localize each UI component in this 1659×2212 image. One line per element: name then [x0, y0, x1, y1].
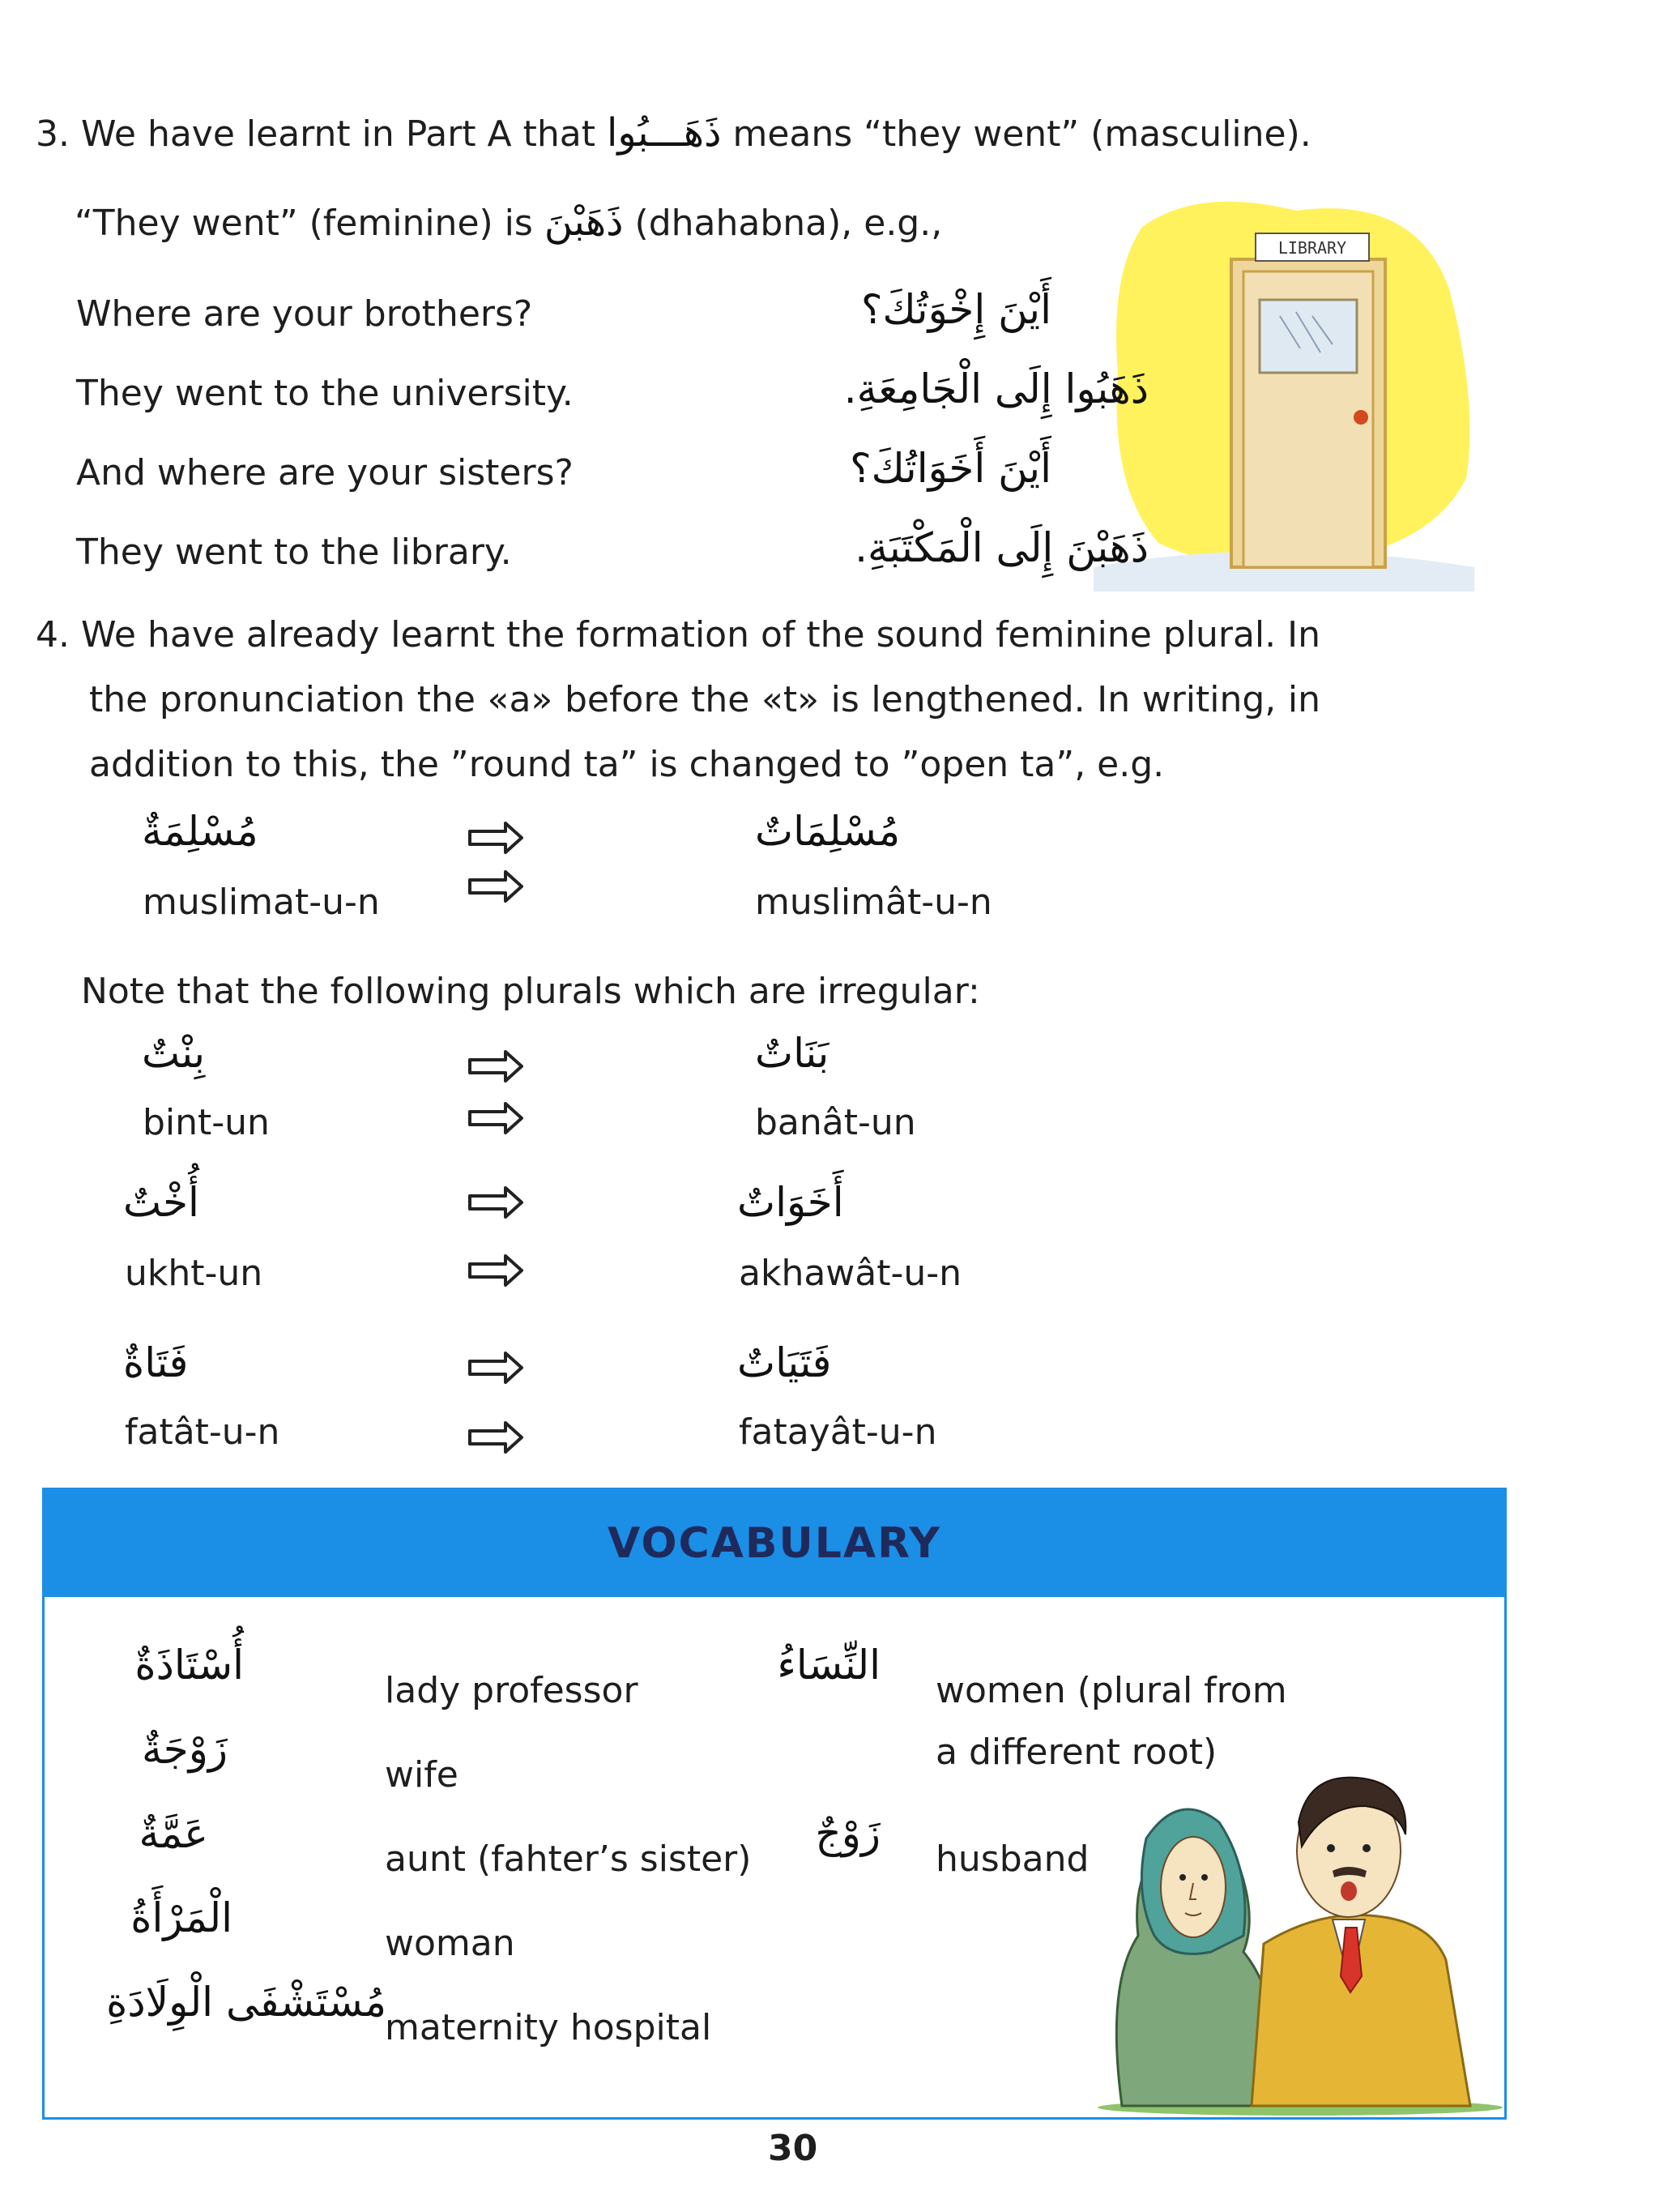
arrow-icon [467, 1048, 525, 1084]
vocab-en-2: wife [385, 1754, 458, 1796]
section3-line1-prefix: 3. We have learnt in Part A that [36, 113, 595, 155]
vocabulary-header [45, 1490, 1504, 1597]
arrow-icon [467, 1420, 525, 1455]
library-door-illustration [1094, 194, 1482, 591]
irregular-singular-tr-1: bint-un [143, 1102, 270, 1143]
vocab-en-right-2: husband [936, 1838, 1090, 1880]
section3-line2-prefix: “They went” (feminine) is [75, 203, 533, 244]
irregular-singular-ar-3: فَتَاةٌ [123, 1339, 189, 1386]
vocab-ar-right-2: زَوْجٌ [815, 1810, 881, 1857]
vocab-ar-1: أُسْتَاذَةٌ [134, 1642, 244, 1689]
vocab-ar-3: عَمَّةٌ [139, 1810, 208, 1857]
vocab-en-3: aunt (fahter’s sister) [385, 1838, 752, 1880]
section3-line1-arabic: ذَهَـــبُوا [606, 110, 722, 156]
example-ar-3: أَيْنَ أَخَوَاتُكَ؟ [850, 445, 1051, 492]
page-number: 30 [768, 2128, 818, 2169]
example-singular-ar: مُسْلِمَةٌ [142, 808, 258, 855]
example-en-2: They went to the university. [76, 373, 574, 414]
arrow-icon [467, 1100, 525, 1136]
vocab-en-right-1b: a different root) [936, 1732, 1218, 1773]
example-en-3: And where are your sisters? [76, 452, 574, 493]
irregular-plural-ar-3: فَتَيَاتٌ [737, 1339, 832, 1386]
arrow-icon [467, 1185, 525, 1220]
vocab-ar-5: مُسْتَشْفَى الْوِلَادَةِ [106, 1979, 386, 2026]
vocab-ar-right-1: النِّسَاءُ [777, 1642, 881, 1689]
example-plural-ar: مُسْلِمَاتٌ [755, 808, 901, 855]
library-sign: LIBRARY [1277, 238, 1347, 258]
vocab-en-5: maternity hospital [385, 2007, 712, 2048]
section3-line1 [36, 107, 1311, 159]
section3-line1-suffix: means “they went” (masculine). [732, 113, 1311, 155]
section3-line2-arabic: ذَهَبْنَ [544, 199, 624, 245]
arrow-icon [467, 869, 525, 904]
irregular-singular-tr-2: ukht-un [125, 1253, 263, 1294]
irregular-singular-ar-1: بِنْتٌ [142, 1030, 206, 1077]
arrow-icon [467, 1350, 525, 1386]
example-en-1: Where are your brothers? [76, 293, 533, 335]
example-ar-2: ذَهَبُوا إِلَى الْجَامِعَةِ. [843, 365, 1149, 412]
irregular-plural-ar-1: بَنَاتٌ [755, 1030, 830, 1077]
vocab-en-right-1a: women (plural from [936, 1670, 1287, 1711]
example-ar-1: أَيْنَ إِخْوَتُكَ؟ [861, 286, 1051, 333]
irregular-plural-tr-2: akhawât-u-n [739, 1253, 962, 1294]
couple-illustration [1090, 1774, 1511, 2118]
section3-line2 [75, 196, 942, 248]
arrow-icon [467, 820, 525, 856]
irregular-plural-tr-3: fatayât-u-n [739, 1411, 937, 1453]
example-en-4: They went to the library. [76, 532, 512, 573]
irregular-plural-ar-2: أَخَوَاتٌ [737, 1179, 844, 1226]
section3-line2-suffix: (dhahabna), e.g., [634, 203, 943, 244]
example-singular-tr: muslimat-u-n [143, 882, 380, 923]
vocab-en-1: lady professor [385, 1670, 638, 1711]
irregular-note: Note that the following plurals which are irregular: [81, 971, 980, 1012]
vocabulary-box [42, 1488, 1507, 2120]
vocabulary-title: VOCABULARY [607, 1519, 942, 1568]
section4-paragraph: 4. We have already learnt the formation of the sound feminine plural. In the pronunciation the «a» before the «t» is lengthened. In writing, in addition to this, the ”round ta” is changed to ”open ta”, e.g. [36, 614, 1320, 785]
vocab-en-4: woman [385, 1923, 515, 1964]
vocab-ar-4: الْمَرْأَةُ [130, 1894, 232, 1941]
vocab-ar-2: زَوْجَةٌ [141, 1726, 228, 1773]
irregular-singular-tr-3: fatât-u-n [125, 1411, 280, 1453]
arrow-icon [467, 1253, 525, 1288]
example-ar-4: ذَهَبْنَ إِلَى الْمَكْتَبَةِ. [855, 524, 1149, 571]
irregular-plural-tr-1: banât-un [755, 1102, 916, 1143]
example-plural-tr: muslimât-u-n [755, 882, 992, 923]
irregular-singular-ar-2: أُخْتٌ [123, 1179, 199, 1226]
